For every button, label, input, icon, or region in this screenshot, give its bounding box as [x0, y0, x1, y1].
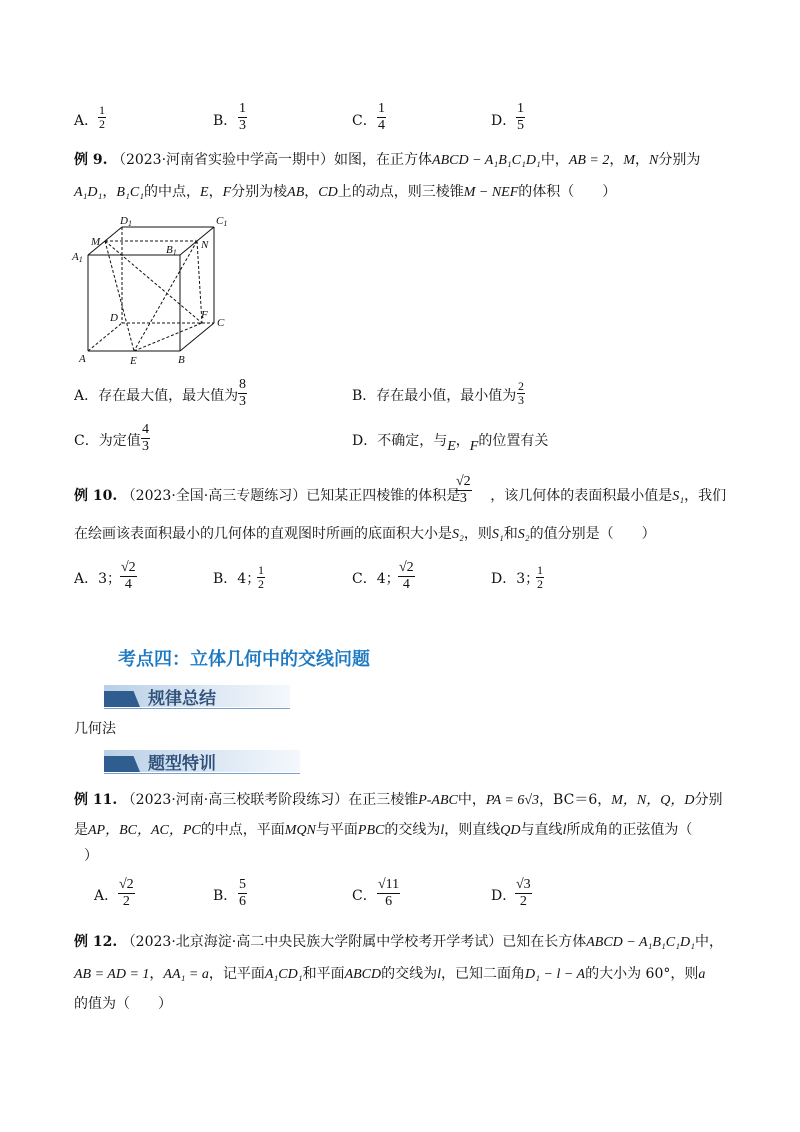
text: ，则直线 — [444, 822, 501, 838]
text: 在绘画该表面积最小的几何体的直观图时所画的底面积大小是 — [74, 526, 452, 542]
math: QD — [500, 823, 521, 838]
frac-num: 8 — [239, 377, 246, 392]
edge-ad-hidden — [88, 323, 122, 351]
text: 的交线为 — [384, 822, 441, 838]
ex10-option-b-fraction — [257, 564, 265, 591]
svg-text:C1 — [216, 215, 227, 228]
banner-practice — [104, 750, 300, 772]
ex11-option-d: D． — [491, 888, 517, 904]
frac-num: 1 — [378, 101, 385, 116]
subscript: 1 — [78, 255, 83, 264]
frac-den: 2 — [258, 577, 264, 591]
frac-den: 2 — [122, 894, 130, 909]
frac-num: 1 — [517, 101, 524, 116]
example-11-line-2 — [74, 820, 692, 841]
text: 的大小为 60°，则 — [585, 966, 699, 982]
label-d1: D — [120, 215, 128, 227]
cube-figure — [70, 210, 240, 370]
example-9-line-1 — [74, 150, 700, 171]
option-a-label: A． — [74, 113, 99, 129]
math: E — [447, 439, 456, 454]
frac-den: 2 — [519, 894, 527, 909]
text: 和平面 — [302, 966, 345, 982]
option-a-fraction — [98, 104, 106, 131]
ex9-option-a: A．存在最大值，最大值为 — [74, 388, 239, 404]
label-a1: A — [72, 251, 79, 263]
frac-den: 4 — [378, 118, 385, 133]
segment-ne — [134, 241, 197, 351]
subscript: 1 — [223, 219, 228, 228]
math: A₁CD₁ — [264, 967, 303, 982]
banner-label: 规律总结 — [148, 689, 216, 709]
math: F — [469, 439, 479, 454]
ex10-option-a: A．3； — [74, 571, 122, 587]
ex11-option-a-fraction — [118, 877, 135, 910]
option-b-label: B． — [213, 113, 238, 129]
subscript: 1 — [127, 219, 132, 228]
svg-text:D1 — [119, 215, 132, 228]
frac-den: 2 — [537, 577, 543, 591]
math: S₂ — [452, 527, 464, 542]
frac-den: 5 — [517, 118, 524, 133]
frac-den: 6 — [239, 894, 246, 909]
text: 中， — [695, 934, 723, 950]
method-text: 几何法 — [74, 721, 116, 737]
text: ，该几何体的表面积最小值是 — [490, 488, 673, 504]
frac-den: 3 — [142, 439, 149, 454]
label-c: C — [217, 317, 225, 329]
text: 的中点，平面 — [200, 822, 285, 838]
ex10-option-a-fraction — [120, 560, 137, 593]
ex10-volume-fraction — [455, 474, 472, 507]
example-12-line-2 — [74, 964, 705, 985]
math: M − NEF — [463, 185, 519, 200]
math: a — [698, 967, 706, 982]
example-10-line-2 — [74, 524, 656, 545]
math: CD — [318, 185, 338, 200]
label-n: N — [201, 239, 209, 251]
option-c-fraction — [377, 101, 386, 134]
text: ， — [635, 152, 650, 168]
ex9-option-c-fraction — [141, 422, 150, 455]
example-11-line-3: ） — [84, 848, 98, 864]
banner-rules-summary — [104, 685, 290, 707]
frac-den: 6 — [385, 894, 393, 909]
text: ， — [609, 152, 624, 168]
ex10-option-d-fraction — [536, 564, 544, 591]
frac-num: 1 — [99, 103, 105, 117]
frac-den: 3 — [459, 491, 467, 506]
segment-ef — [134, 323, 202, 351]
math: AB = AD = 1 — [74, 967, 150, 982]
text: 与平面 — [315, 822, 358, 838]
frac-num: √2 — [119, 877, 134, 892]
math: ABCD − A₁B₁C₁D₁ — [432, 153, 541, 168]
label-f: F — [201, 309, 208, 321]
text: 所成角的正弦值为（ — [566, 822, 693, 838]
text: 和 — [503, 526, 518, 542]
segment-me — [105, 241, 134, 351]
text: ，已知二面角 — [441, 966, 526, 982]
frac-num: √11 — [378, 877, 400, 892]
ex9-option-c: C．为定值 — [74, 433, 141, 449]
frac-num: √3 — [516, 877, 531, 892]
label-b1: B — [166, 244, 173, 256]
example-11-line-1 — [74, 790, 722, 811]
ex10-option-c-fraction — [398, 560, 415, 593]
label-m: M — [91, 236, 101, 248]
text: ， — [102, 184, 117, 200]
svg-text:A1 — [71, 251, 83, 264]
text: 的体积（ ） — [518, 184, 617, 200]
math: M — [623, 153, 636, 168]
text: 分别为 — [658, 152, 701, 168]
example-number: 例 9. — [74, 152, 108, 168]
label-a: A — [79, 353, 86, 365]
math: PA = 6√3 — [485, 793, 540, 808]
math: D₁ − l − A — [525, 967, 586, 982]
math: A₁D₁ — [74, 185, 103, 200]
example-12-line-3: 的值为（ ） — [74, 996, 172, 1012]
option-d-label: D． — [491, 113, 517, 129]
ex10-option-b: B．4； — [213, 571, 261, 587]
text: 的交线为 — [381, 966, 438, 982]
example-number: 例 11. — [74, 792, 118, 808]
ex11-option-b: B． — [213, 888, 238, 904]
subscript: 1 — [172, 248, 177, 257]
frac-den: 4 — [402, 577, 410, 592]
text: （2023·河南省实验中学高一期中）如图，在正方体 — [111, 152, 433, 168]
svg-text:B1 — [166, 244, 177, 257]
ex11-option-b-fraction — [238, 877, 247, 910]
text: 分别为棱 — [231, 184, 288, 200]
frac-num: 1 — [239, 101, 246, 116]
math: S₂ — [517, 527, 530, 542]
text: ，则 — [463, 526, 492, 542]
option-c-label: C． — [352, 113, 377, 129]
math: S₁ — [491, 527, 504, 542]
frac-num: 4 — [142, 422, 149, 437]
math: ABCD − A₁B₁C₁D₁ — [586, 935, 695, 950]
ex9-option-b: B．存在最小值，最小值为 — [352, 388, 517, 404]
math: AP，BC，AC，PC — [88, 823, 201, 838]
option-d-fraction — [516, 101, 525, 134]
frac-num: 2 — [518, 379, 524, 393]
math: l — [440, 823, 445, 838]
text: D．不确定，与 — [352, 433, 448, 449]
math: AB = 2 — [568, 153, 610, 168]
frac-num: √2 — [456, 474, 471, 489]
text: （2023·河南·高三校联考阶段练习）在正三棱锥 — [121, 792, 419, 808]
label-d: D — [110, 312, 118, 324]
frac-num: 1 — [258, 563, 264, 577]
text: 的中点， — [144, 184, 201, 200]
frac-den: 3 — [239, 394, 246, 409]
ex11-option-c-fraction — [377, 877, 400, 910]
frac-den: 3 — [239, 118, 246, 133]
ex9-option-a-fraction — [238, 377, 247, 410]
text: 中， — [540, 152, 569, 168]
frac-num: √2 — [121, 560, 136, 575]
frac-num: 1 — [537, 563, 543, 577]
text: 的位置有关 — [478, 433, 549, 449]
math: PBC — [357, 823, 385, 838]
example-12-line-1 — [74, 932, 723, 953]
math: M，N，Q，D — [611, 793, 695, 808]
example-10-line-1 — [74, 486, 726, 507]
math: P-ABC — [418, 793, 458, 808]
math: S₁ — [672, 489, 685, 504]
text: 是 — [74, 822, 88, 838]
math: AB — [287, 185, 305, 200]
ex10-option-c: C．4； — [352, 571, 400, 587]
text: ， — [455, 433, 470, 449]
frac-num: 5 — [239, 877, 246, 892]
text: （2023·北京海淀·高二中央民族大学附属中学校考开学考试）已知在长方体 — [121, 934, 587, 950]
text: （2023·全国·高三专题练习）已知某正四棱锥的体积是 — [121, 488, 461, 504]
label-c1: C — [216, 215, 224, 227]
ex11-option-c: C． — [352, 888, 377, 904]
ex10-option-d: D．3； — [491, 571, 540, 587]
text: ，BC＝6， — [539, 792, 612, 808]
math: F — [222, 185, 232, 200]
section-title: 考点四：立体几何中的交线问题 — [118, 649, 370, 670]
label-e: E — [130, 355, 137, 367]
frac-num: √2 — [399, 560, 414, 575]
text: ， — [149, 966, 164, 982]
text: ， — [304, 184, 319, 200]
math: l — [562, 823, 567, 838]
example-number: 例 10. — [74, 488, 118, 504]
example-9-line-2 — [74, 182, 616, 203]
ex11-option-a: A． — [94, 888, 119, 904]
text: 上的动点，则三棱锥 — [337, 184, 464, 200]
example-number: 例 12. — [74, 934, 118, 950]
label-b: B — [178, 354, 185, 366]
text: 分别 — [694, 792, 723, 808]
segment-mf — [105, 241, 202, 323]
text: ，我们 — [684, 488, 727, 504]
math: AA₁ = a — [163, 967, 209, 982]
ex9-option-d — [352, 431, 548, 452]
banner-label: 题型特训 — [148, 754, 216, 774]
text: 与直线 — [520, 822, 563, 838]
math: B₁C₁ — [116, 185, 145, 200]
text: 中， — [457, 792, 486, 808]
math: l — [437, 967, 442, 982]
frac-den: 2 — [99, 117, 105, 131]
option-b-fraction — [238, 101, 247, 134]
text: ，记平面 — [208, 966, 265, 982]
text: ， — [208, 184, 223, 200]
math: MQN — [284, 823, 316, 838]
math: ABCD — [344, 967, 382, 982]
ex11-option-d-fraction — [515, 877, 532, 910]
text: 的值分别是（ ） — [529, 526, 656, 542]
frac-den: 3 — [518, 393, 524, 407]
frac-den: 4 — [124, 577, 132, 592]
math: E — [200, 185, 209, 200]
ex9-option-b-fraction — [517, 380, 525, 407]
math: N — [649, 153, 659, 168]
edge-bc — [180, 323, 214, 351]
